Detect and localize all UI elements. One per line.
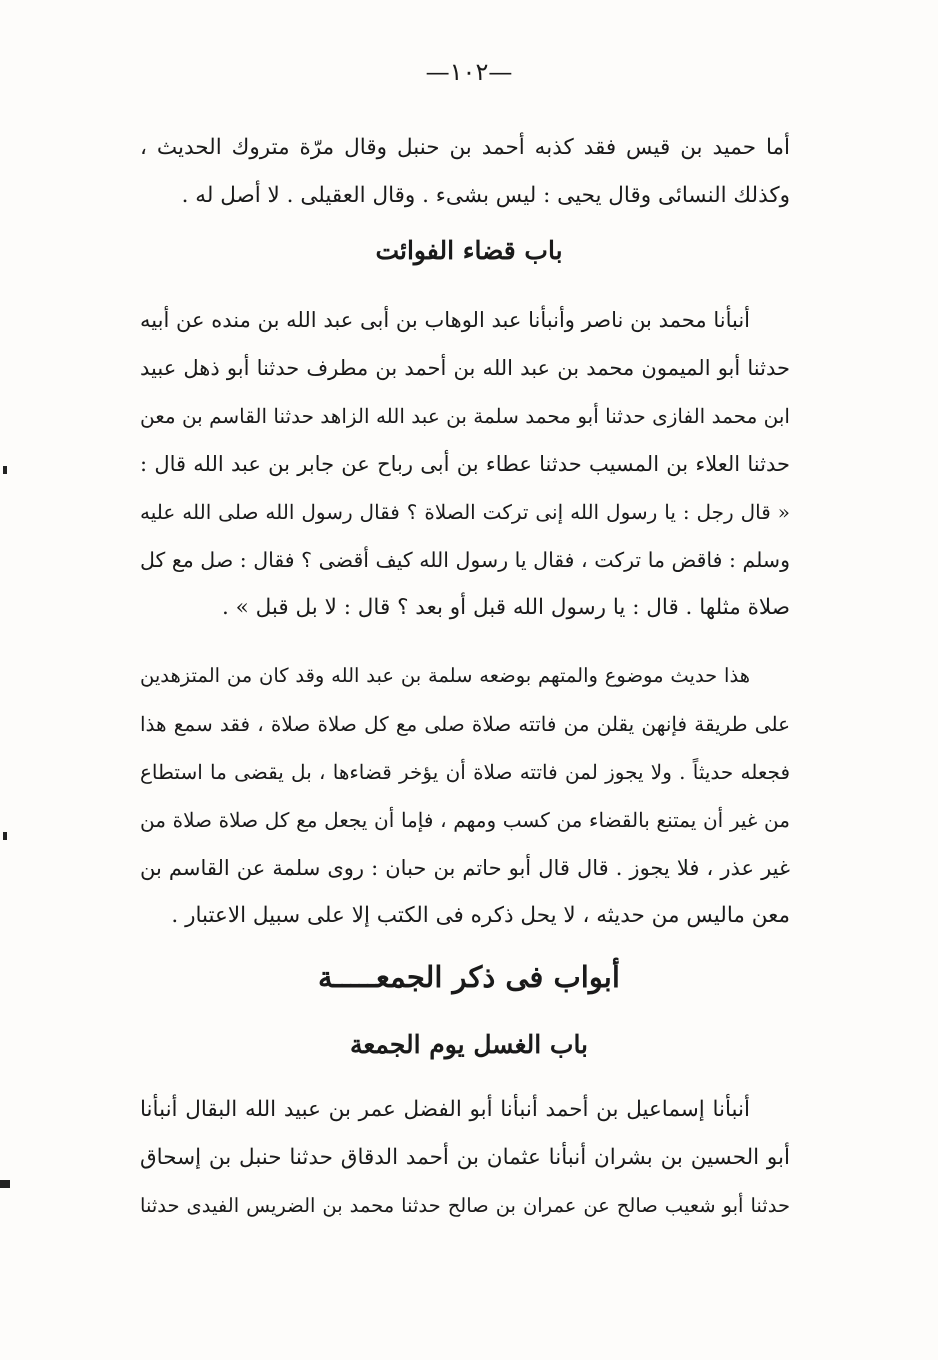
text-line: أنبأنا إسماعيل بن أحمد أنبأنا أبو الفضل عمر بن عبيد الله البقال أنبأنا bbox=[140, 1097, 750, 1122]
text-line: على طريقة فإنهن يقلن من فاتته صلاة صلى مع كل صلاة صلاة ، فقد سمع هذا bbox=[140, 712, 790, 736]
text-line: أما حميد بن قيس فقد كذبه أحمد بن حنبل وقال مرّة متروك الحديث ، bbox=[140, 135, 790, 160]
text-line: من غير أن يمتنع بالقضاء من كسب ومهم ، فإما أن يجعل مع كل صلاة صلاة من bbox=[140, 808, 790, 832]
text-line: وكذلك النسائى وقال يحيى : ليس بشىء . وقال العقيلى . لا أصل له . bbox=[181, 183, 790, 208]
text-line: أنبأنا محمد بن ناصر وأنبأنا عبد الوهاب بن أبى عبد الله بن منده عن أبيه bbox=[140, 308, 750, 332]
chapter-heading-missed-prayers: باب قضاء الفوائت bbox=[375, 236, 563, 265]
text-line: غير عذر ، فلا يجوز . قال قال أبو حاتم بن حبان : روى سلمة عن القاسم بن bbox=[140, 856, 790, 880]
page-number: —١٠٢— bbox=[425, 58, 513, 86]
text-line: صلاة مثلها . قال : يا رسول الله قبل أو بعد ؟ قال : لا بل قبل » . bbox=[221, 595, 790, 620]
text-line: هذا حديث موضوع والمتهم بوضعه سلمة بن عبد الله وقد كان من المتزهدين bbox=[140, 664, 750, 687]
text-line: حدثنا أبو الميمون محمد بن عبد الله بن أحمد بن مطرف حدثنا أبو ذهل عبيد bbox=[140, 356, 790, 380]
section-heading-friday: أبواب فى ذكر الجمعـــــة bbox=[318, 960, 620, 994]
text-line: معن ماليس من حديثه ، لا يحل ذكره فى الكتب إلا على سبيل الاعتبار . bbox=[171, 903, 790, 928]
text-line: « قال رجل : يا رسول الله إنى تركت الصلاة ؟ فقال رسول الله صلى الله عليه bbox=[140, 500, 790, 524]
text-line: ابن محمد الفازى حدثنا أبو محمد سلمة بن عبد الله الزاهد حدثنا القاسم بن معن bbox=[140, 404, 790, 428]
chapter-heading-friday-bath: باب الغسل يوم الجمعة bbox=[349, 1030, 589, 1059]
margin-speck bbox=[3, 832, 7, 840]
text-line: فجعله حديثاً . ولا يجوز لمن فاتته صلاة أن يؤخر قضاءها ، بل يقضى ما استطاع bbox=[140, 760, 790, 784]
margin-speck bbox=[0, 1180, 10, 1188]
text-line: وسلم : فاقض ما تركت ، فقال يا رسول الله كيف أقضى ؟ فقال : صل مع كل bbox=[140, 548, 790, 572]
margin-speck bbox=[3, 466, 7, 474]
text-line: أبو الحسين بن بشران أنبأنا عثمان بن أحمد الدقاق حدثنا حنبل بن إسحاق bbox=[140, 1145, 790, 1170]
text-line: حدثنا العلاء بن المسيب حدثنا عطاء بن أبى رباح عن جابر بن عبد الله قال : bbox=[140, 452, 790, 476]
text-line: حدثنا أبو شعيب صالح عن عمران بن صالح حدثنا محمد بن الضريس الفيدى حدثنا bbox=[140, 1194, 790, 1217]
